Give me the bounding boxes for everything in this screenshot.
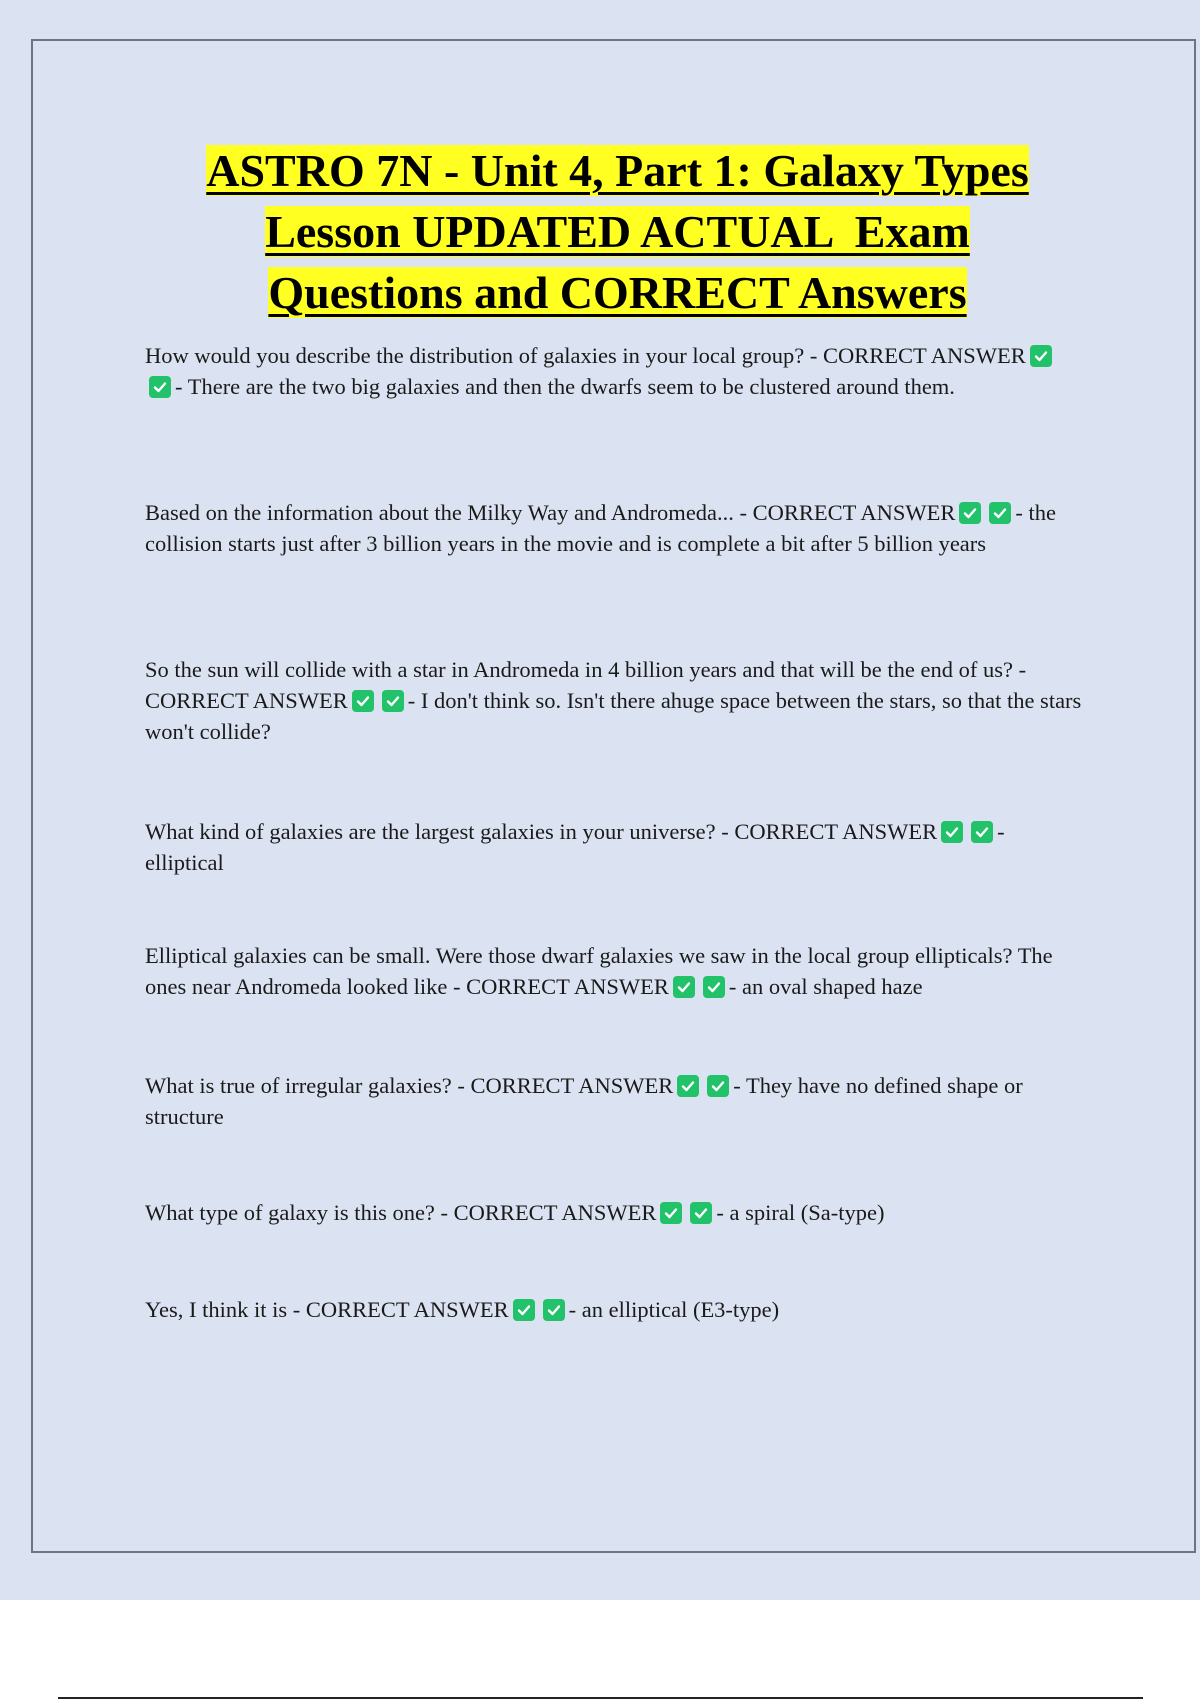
check-icon: [707, 1075, 729, 1097]
qa-item: [145, 816, 1085, 878]
title-line-2: Lesson UPDATED ACTUAL Exam: [265, 206, 970, 257]
check-icon: [543, 1299, 565, 1321]
qa-item: [145, 1070, 1085, 1132]
qa-item: [145, 654, 1085, 747]
check-icon: [677, 1075, 699, 1097]
answer-text: - elliptical: [145, 819, 1005, 875]
answer-text: - I don't think so. Isn't there ahuge space between the stars, so that the stars won't collide?: [145, 688, 1082, 744]
qa-item: [145, 497, 1085, 559]
qa-item: [145, 1197, 1085, 1228]
check-icon: [513, 1299, 535, 1321]
answer-text: - an elliptical (E3-type): [568, 1297, 780, 1322]
answer-marker: CORRECT ANSWER: [305, 1297, 509, 1322]
answer-text: - an oval shaped haze: [728, 974, 923, 999]
check-icon: [660, 1202, 682, 1224]
question-text: What kind of galaxies are the largest galaxies in your universe? -: [145, 819, 735, 844]
answer-text: - They have no defined shape or structure: [145, 1073, 1023, 1129]
answer-marker: CORRECT ANSWER: [470, 1073, 674, 1098]
check-icon: [690, 1202, 712, 1224]
answer-marker: CORRECT ANSWER: [822, 343, 1026, 368]
check-icon: [941, 821, 963, 843]
title-line-3: Questions and CORRECT Answers: [268, 267, 967, 318]
check-icon: [382, 690, 404, 712]
question-text: What type of galaxy is this one? -: [145, 1200, 454, 1225]
check-icon: [959, 502, 981, 524]
question-text: What is true of irregular galaxies? -: [145, 1073, 471, 1098]
check-icon: [703, 976, 725, 998]
check-icon: [352, 690, 374, 712]
answer-marker: CORRECT ANSWER: [752, 500, 956, 525]
question-text: How would you describe the distribution of galaxies in your local group? -: [145, 343, 823, 368]
answer-text: - the collision starts just after 3 billion years in the movie and is complete a bit after 5 billion years: [145, 500, 1057, 556]
answer-marker: CORRECT ANSWER: [145, 688, 348, 713]
answer-marker: CORRECT ANSWER: [466, 974, 669, 999]
question-text: Based on the information about the Milky Way and Andromeda... -: [145, 500, 753, 525]
check-icon: [149, 376, 171, 398]
qa-item: [145, 340, 1085, 402]
check-icon: [989, 502, 1011, 524]
check-icon: [971, 821, 993, 843]
question-text: Elliptical galaxies can be small. Were those dwarf galaxies we saw in the local group ellipticals? The ones near Andromeda looked like -: [145, 943, 1053, 999]
document-title: [60, 140, 1175, 323]
answer-marker: CORRECT ANSWER: [734, 819, 938, 844]
check-icon: [1030, 345, 1052, 367]
footer-rule: [58, 1697, 1143, 1699]
answer-text: - a spiral (Sa-type): [716, 1200, 885, 1225]
question-text: So the sun will collide with a star in Andromeda in 4 billion years and that will be the end of us? -: [145, 657, 1027, 682]
qa-item: [145, 1294, 1085, 1325]
question-text: Yes, I think it is -: [145, 1297, 306, 1322]
title-line-1: ASTRO 7N - Unit 4, Part 1: Galaxy Types: [206, 145, 1029, 196]
answer-text: - There are the two big galaxies and then the dwarfs seem to be clustered around them.: [175, 374, 955, 399]
check-icon: [673, 976, 695, 998]
answer-marker: CORRECT ANSWER: [453, 1200, 657, 1225]
qa-item: [145, 940, 1085, 1002]
